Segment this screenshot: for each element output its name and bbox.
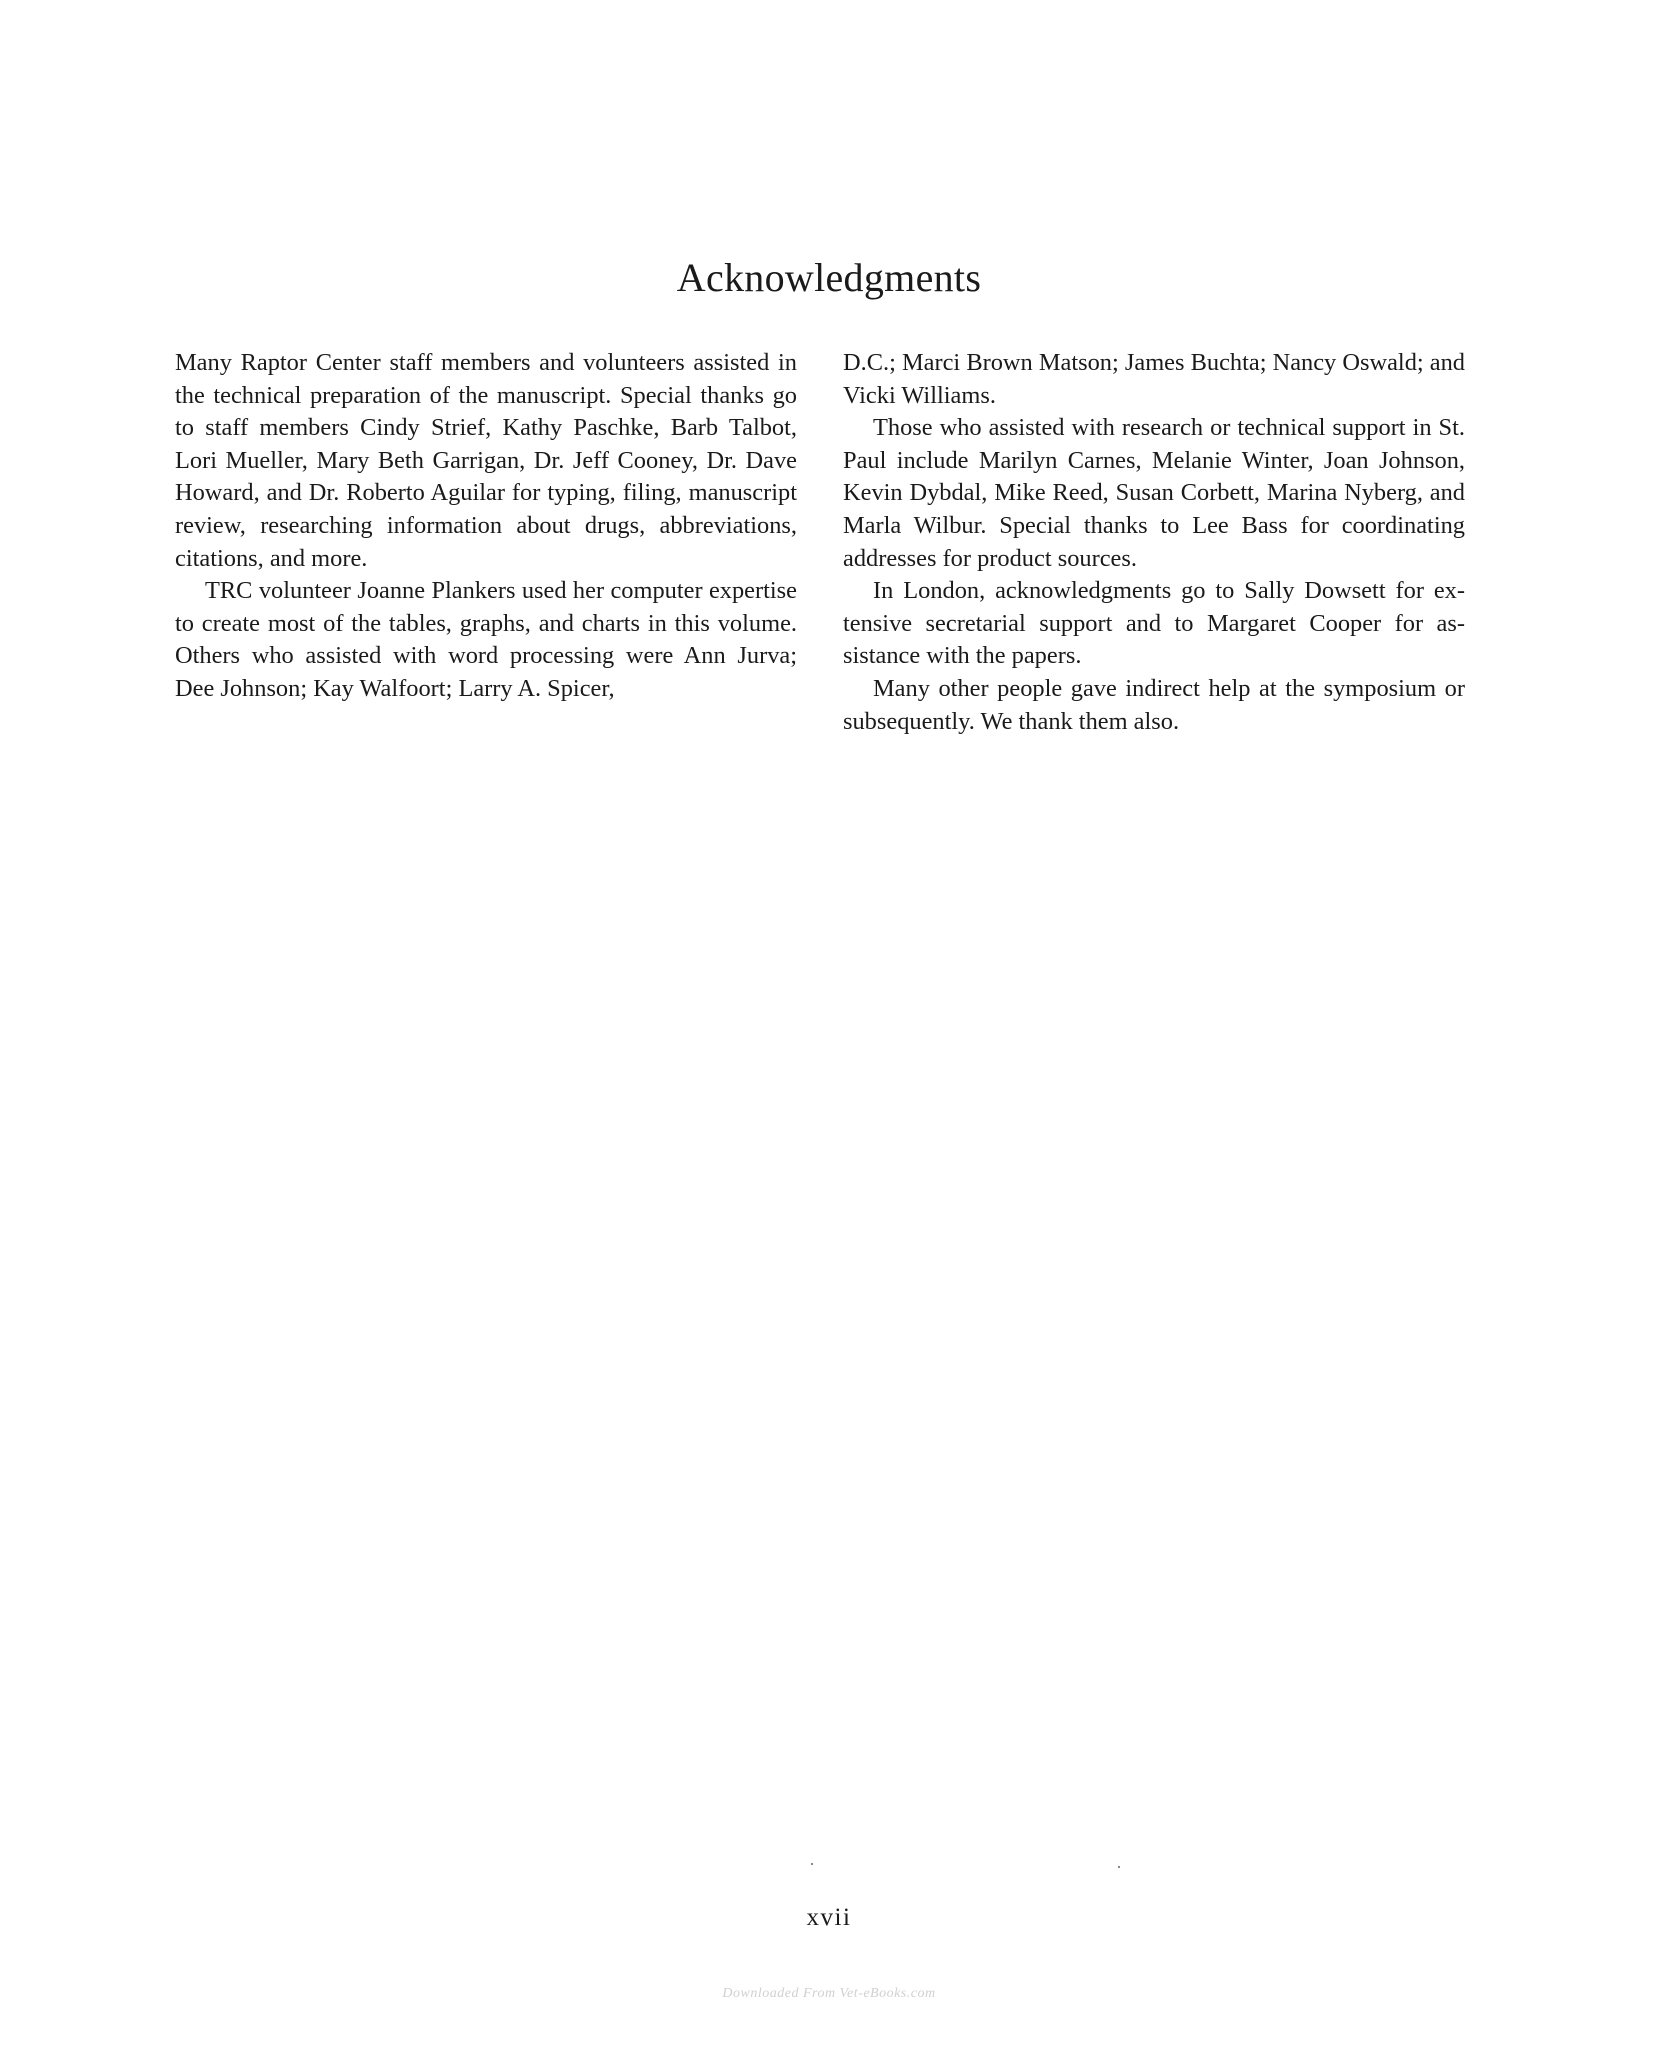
paragraph: TRC volunteer Joanne Plankers used her computer expertise to create most of the tables, graphs, and charts in this volume. Others who assisted with word processing were Ann Jurva; Dee Johnson; Kay Walfoort; Larry A. Spicer, [175,577,797,702]
paragraph: In London, acknowledgments go to Sally Dowsett for extensive secretarial support and to Margaret Cooper for assistance with the papers. [843,577,1465,670]
paragraph: D.C.; Marci Brown Matson; James Buchta; Nancy Oswald; and Vicki Williams. [843,349,1465,409]
right-column [843,347,1465,738]
left-column [175,347,797,706]
scan-speck [811,1863,813,1865]
paragraph: Many Raptor Center staff members and volunteers assisted in the technical preparation of the manuscript. Special thanks go to staff members Cindy Strief, Kathy Paschke, Barb Talbot, Lori Mueller, Mary Beth Garrigan, Dr. Jeff Cooney, Dr. Dave Howard, and Dr. Roberto Aguilar for typing, filing, manuscript review, researching information about drugs, abbreviations, citations, and more. [175,349,797,572]
paragraph: Those who assisted with research or technical support in St. Paul include Marilyn Carnes, Melanie Winter, Joan Johnson, Kevin Dybdal, Mike Reed, Susan Corbett, Marina Nyberg, and Marla Wilbur. Special thanks to Lee Bass for coordinating addresses for product sources. [843,414,1465,572]
watermark: Downloaded From Vet-eBooks.com [722,1986,936,2001]
paragraph: Many other people gave indirect help at the symposium or subsequently. We thank them also. [843,674,1465,735]
page-title: Acknowledgments [676,255,982,300]
page-number: xvii [806,1904,852,1931]
scan-speck [1118,1866,1120,1868]
